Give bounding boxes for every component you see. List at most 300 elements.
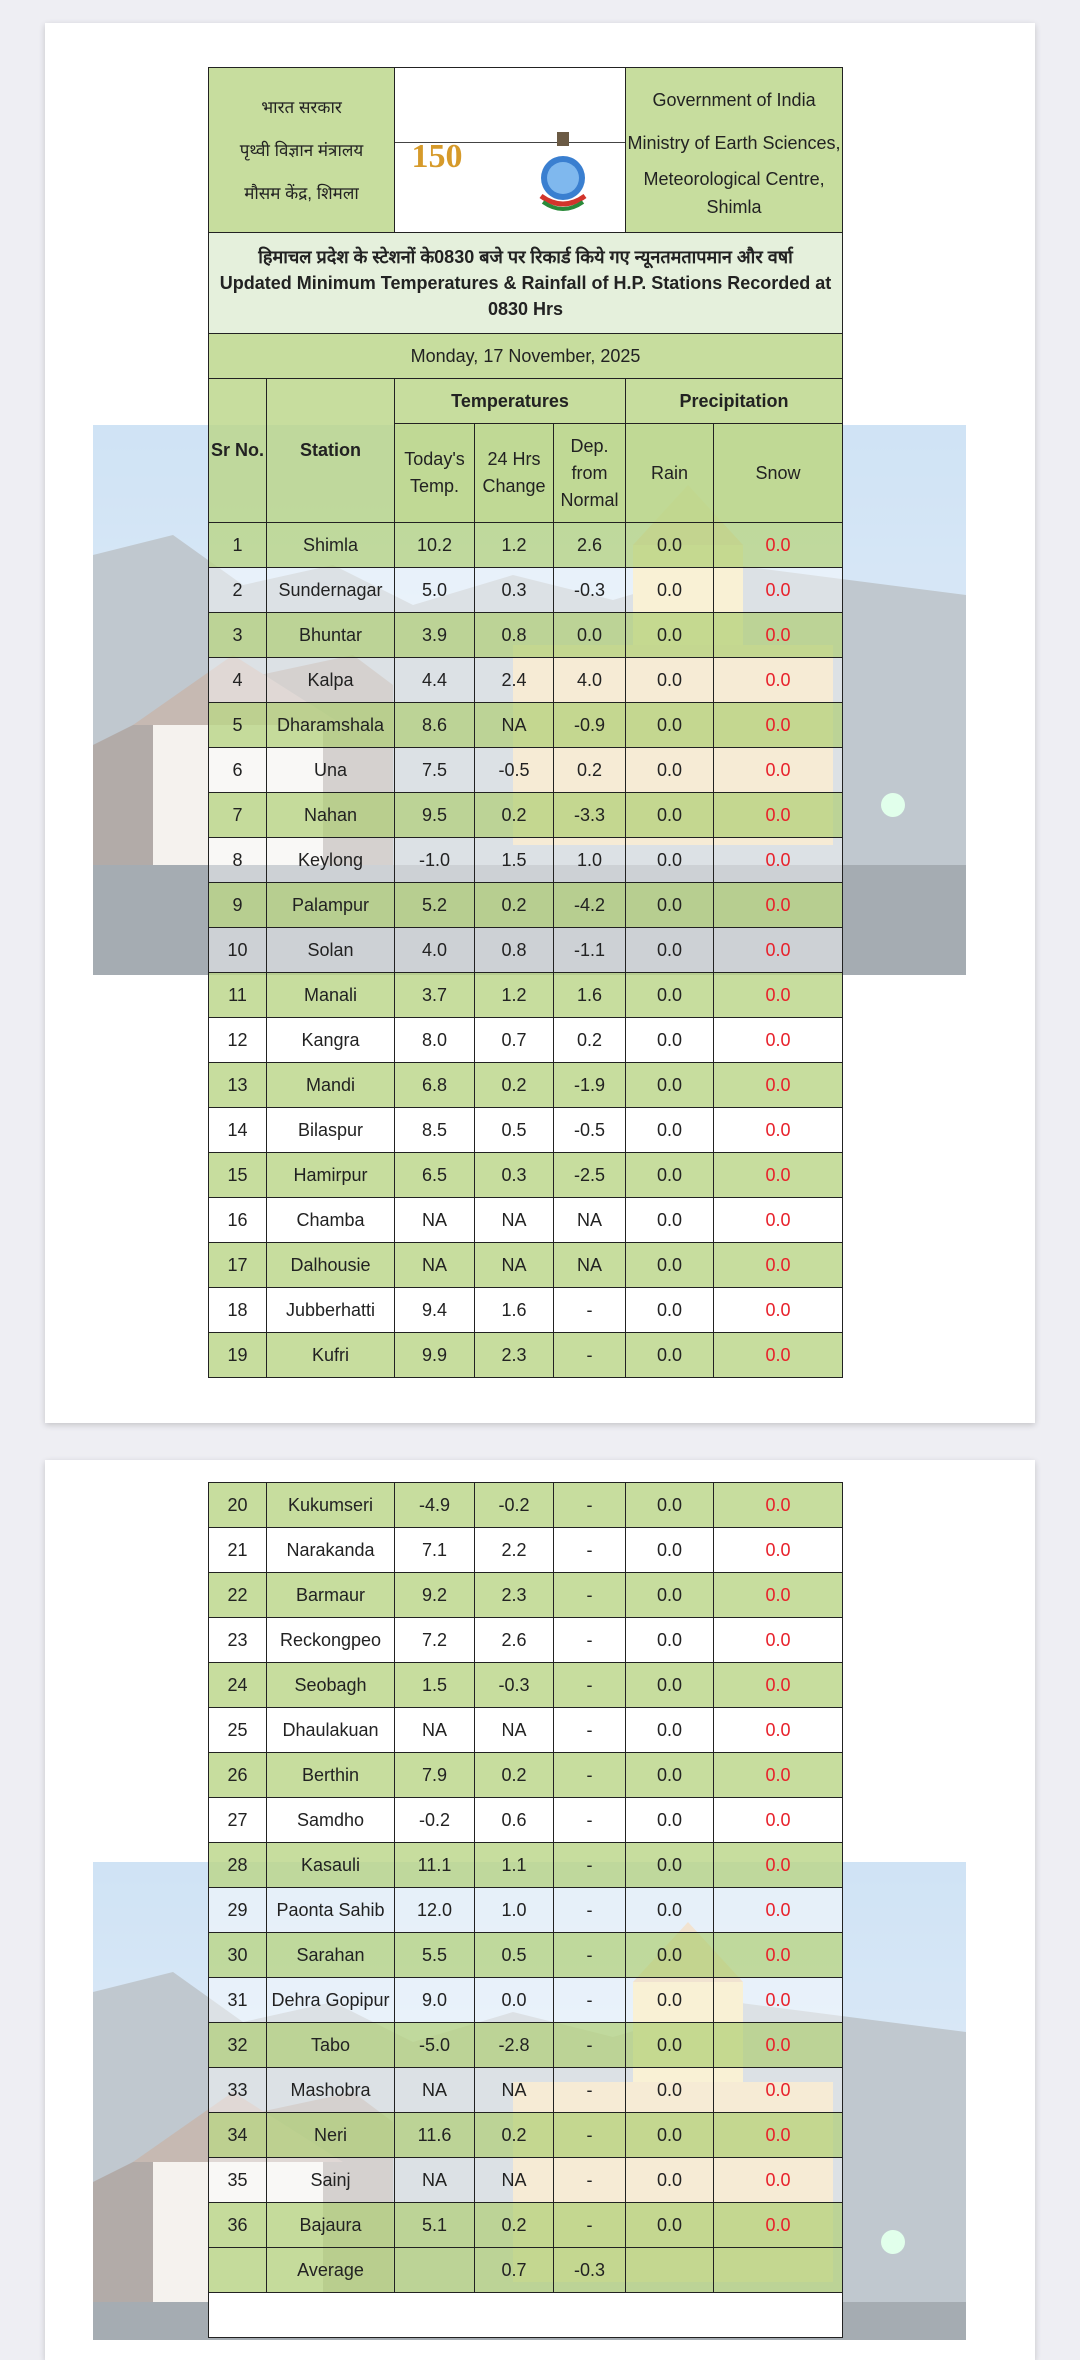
change-24hrs-cell: 0.2	[475, 883, 554, 928]
english-line-1: Government of India	[652, 90, 816, 110]
todays-temp-cell: 10.2	[395, 523, 475, 568]
station-cell: Mandi	[267, 1063, 395, 1108]
dep-normal-cell: -	[554, 1753, 626, 1798]
dep-normal-cell: -3.3	[554, 793, 626, 838]
station-cell: Jubberhatti	[267, 1288, 395, 1333]
todays-temp-cell: 9.9	[395, 1333, 475, 1378]
sr-no-cell: 27	[209, 1798, 267, 1843]
snow-cell: 0.0	[714, 1153, 843, 1198]
station-cell: Kukumseri	[267, 1483, 395, 1528]
station-rows-page-2	[209, 1483, 843, 2248]
snow-cell: 0.0	[714, 928, 843, 973]
rain-cell: 0.0	[626, 1663, 714, 1708]
table-row	[209, 2023, 843, 2068]
station-cell: Kasauli	[267, 1843, 395, 1888]
average-dep: -0.3	[554, 2248, 626, 2293]
table-row	[209, 748, 843, 793]
todays-temp-cell: NA	[395, 1198, 475, 1243]
sr-no-cell: 30	[209, 1933, 267, 1978]
sr-no-cell: 7	[209, 793, 267, 838]
station-cell: Dalhousie	[267, 1243, 395, 1288]
snow-cell: 0.0	[714, 973, 843, 1018]
table-row	[209, 1483, 843, 1528]
table-row	[209, 1888, 843, 1933]
snow-cell: 0.0	[714, 838, 843, 883]
dep-normal-cell: -0.5	[554, 1108, 626, 1153]
table-row	[209, 838, 843, 883]
todays-temp-cell: 9.5	[395, 793, 475, 838]
col-rain: Rain	[626, 424, 714, 523]
rain-cell: 0.0	[626, 793, 714, 838]
rain-cell: 0.0	[626, 613, 714, 658]
sr-no-cell: 16	[209, 1198, 267, 1243]
snow-cell: 0.0	[714, 658, 843, 703]
table-row	[209, 1198, 843, 1243]
table-row	[209, 1573, 843, 1618]
dep-normal-cell: -	[554, 1288, 626, 1333]
todays-temp-cell: 9.0	[395, 1978, 475, 2023]
station-cell: Mashobra	[267, 2068, 395, 2113]
snow-cell: 0.0	[714, 1333, 843, 1378]
sr-no-cell: 29	[209, 1888, 267, 1933]
change-24hrs-cell: 0.6	[475, 1798, 554, 1843]
title-english: Updated Minimum Temperatures & Rainfall of H.P. Stations Recorded at 0830 Hrs	[219, 273, 832, 319]
rain-cell: 0.0	[626, 1198, 714, 1243]
todays-temp-cell: 4.0	[395, 928, 475, 973]
hindi-line-3: मौसम केंद्र, शिमला	[244, 183, 359, 203]
rain-cell: 0.0	[626, 838, 714, 883]
snow-cell: 0.0	[714, 568, 843, 613]
sr-no-cell: 32	[209, 2023, 267, 2068]
todays-temp-cell: 5.2	[395, 883, 475, 928]
station-cell: Nahan	[267, 793, 395, 838]
table-row	[209, 928, 843, 973]
table-row	[209, 2068, 843, 2113]
station-cell: Kalpa	[267, 658, 395, 703]
station-cell: Palampur	[267, 883, 395, 928]
todays-temp-cell: 7.9	[395, 1753, 475, 1798]
station-cell: Bajaura	[267, 2203, 395, 2248]
hindi-line-2: पृथ्वी विज्ञान मंत्रालय	[239, 140, 364, 160]
station-cell: Kufri	[267, 1333, 395, 1378]
todays-temp-cell: -1.0	[395, 838, 475, 883]
snow-cell: 0.0	[714, 613, 843, 658]
col-24hrs-change: 24 Hrs Change	[475, 424, 554, 523]
snow-cell: 0.0	[714, 1663, 843, 1708]
english-line-2: Ministry of Earth Sciences,	[627, 133, 841, 153]
snow-cell: 0.0	[714, 523, 843, 568]
rain-cell: 0.0	[626, 2023, 714, 2068]
snow-cell: 0.0	[714, 1618, 843, 1663]
temperature-table-page-2	[208, 1482, 843, 2338]
change-24hrs-cell: 0.5	[475, 1933, 554, 1978]
sr-no-cell: 33	[209, 2068, 267, 2113]
table-row	[209, 1753, 843, 1798]
snow-cell: 0.0	[714, 1978, 843, 2023]
change-24hrs-cell: 2.6	[475, 1618, 554, 1663]
table-row	[209, 1288, 843, 1333]
station-cell: Barmaur	[267, 1573, 395, 1618]
sr-no-cell: 26	[209, 1753, 267, 1798]
rain-cell: 0.0	[626, 1573, 714, 1618]
change-24hrs-cell: 0.8	[475, 613, 554, 658]
snow-cell: 0.0	[714, 1108, 843, 1153]
station-rows-page-1	[209, 523, 843, 1378]
todays-temp-cell: 5.5	[395, 1933, 475, 1978]
todays-temp-cell: 7.1	[395, 1528, 475, 1573]
snow-cell: 0.0	[714, 1528, 843, 1573]
rain-cell: 0.0	[626, 1108, 714, 1153]
change-24hrs-cell: 0.2	[475, 793, 554, 838]
table-row	[209, 1663, 843, 1708]
dep-normal-cell: -	[554, 1933, 626, 1978]
rain-cell: 0.0	[626, 1288, 714, 1333]
english-header-cell	[626, 68, 843, 233]
sr-no-cell: 22	[209, 1573, 267, 1618]
rain-cell: 0.0	[626, 1753, 714, 1798]
sr-no-cell: 1	[209, 523, 267, 568]
sr-no-cell: 10	[209, 928, 267, 973]
dep-normal-cell: -	[554, 1978, 626, 2023]
todays-temp-cell: -5.0	[395, 2023, 475, 2068]
col-todays-temp: Today's Temp.	[395, 424, 475, 523]
table-row	[209, 523, 843, 568]
snow-cell: 0.0	[714, 1483, 843, 1528]
snow-cell: 0.0	[714, 1063, 843, 1108]
rain-cell: 0.0	[626, 973, 714, 1018]
station-cell: Sarahan	[267, 1933, 395, 1978]
station-cell: Dehra Gopipur	[267, 1978, 395, 2023]
sr-no-cell: 31	[209, 1978, 267, 2023]
sr-no-cell: 23	[209, 1618, 267, 1663]
sr-no-cell: 12	[209, 1018, 267, 1063]
date-row	[209, 334, 843, 379]
snow-cell: 0.0	[714, 1018, 843, 1063]
snow-cell: 0.0	[714, 748, 843, 793]
snow-cell: 0.0	[714, 793, 843, 838]
snow-cell: 0.0	[714, 1843, 843, 1888]
sr-no-cell: 2	[209, 568, 267, 613]
change-24hrs-cell: -0.5	[475, 748, 554, 793]
change-24hrs-cell: 2.3	[475, 1333, 554, 1378]
sr-no-cell: 19	[209, 1333, 267, 1378]
change-24hrs-cell: 0.2	[475, 1753, 554, 1798]
blank-row	[209, 2293, 843, 2338]
change-24hrs-cell: 0.8	[475, 928, 554, 973]
change-24hrs-cell: 2.4	[475, 658, 554, 703]
change-24hrs-cell: -0.2	[475, 1483, 554, 1528]
report-title	[209, 233, 843, 334]
sr-no-cell: 15	[209, 1153, 267, 1198]
table-row	[209, 1843, 843, 1888]
table-row	[209, 658, 843, 703]
change-24hrs-cell: 1.2	[475, 523, 554, 568]
dep-normal-cell: -	[554, 1843, 626, 1888]
station-cell: Sainj	[267, 2158, 395, 2203]
table-row	[209, 1708, 843, 1753]
todays-temp-cell: NA	[395, 2158, 475, 2203]
temperature-table-page-1	[208, 67, 843, 1378]
average-rain	[626, 2248, 714, 2293]
logo-cell	[395, 68, 626, 233]
dep-normal-cell: -	[554, 1483, 626, 1528]
average-temp	[395, 2248, 475, 2293]
dep-normal-cell: -	[554, 1798, 626, 1843]
station-cell: Bhuntar	[267, 613, 395, 658]
sr-no-cell: 35	[209, 2158, 267, 2203]
rain-cell: 0.0	[626, 1978, 714, 2023]
station-cell: Hamirpur	[267, 1153, 395, 1198]
blank-cell	[209, 2293, 843, 2338]
snow-cell: 0.0	[714, 1753, 843, 1798]
hindi-line-1: भारत सरकार	[261, 97, 342, 117]
station-cell: Dharamshala	[267, 703, 395, 748]
sr-no-cell: 3	[209, 613, 267, 658]
station-cell: Samdho	[267, 1798, 395, 1843]
dep-normal-cell: 4.0	[554, 658, 626, 703]
table-row	[209, 703, 843, 748]
sr-no-cell: 8	[209, 838, 267, 883]
average-change: 0.7	[475, 2248, 554, 2293]
dep-normal-cell: -	[554, 1888, 626, 1933]
rain-cell: 0.0	[626, 1018, 714, 1063]
dep-normal-cell: -	[554, 1333, 626, 1378]
average-row	[209, 2248, 843, 2293]
rain-cell: 0.0	[626, 1888, 714, 1933]
station-cell: Neri	[267, 2113, 395, 2158]
change-24hrs-cell: NA	[475, 2068, 554, 2113]
rain-cell: 0.0	[626, 2158, 714, 2203]
dep-normal-cell: NA	[554, 1243, 626, 1288]
todays-temp-cell: 11.1	[395, 1843, 475, 1888]
dep-normal-cell: -	[554, 1663, 626, 1708]
col-group-precipitation: Precipitation	[626, 379, 843, 424]
change-24hrs-cell: NA	[475, 703, 554, 748]
todays-temp-cell: NA	[395, 2068, 475, 2113]
col-station: Station	[267, 379, 395, 523]
dep-normal-cell: -	[554, 2068, 626, 2113]
imd-150-logo-text: 150	[411, 138, 463, 175]
todays-temp-cell: 9.4	[395, 1288, 475, 1333]
change-24hrs-cell: 0.2	[475, 2203, 554, 2248]
change-24hrs-cell: 0.7	[475, 1018, 554, 1063]
station-cell: Narakanda	[267, 1528, 395, 1573]
snow-cell: 0.0	[714, 883, 843, 928]
dep-normal-cell: NA	[554, 1198, 626, 1243]
change-24hrs-cell: 0.2	[475, 2113, 554, 2158]
change-24hrs-cell: 1.2	[475, 973, 554, 1018]
column-group-row	[209, 379, 843, 424]
dep-normal-cell: 0.2	[554, 748, 626, 793]
table-row	[209, 973, 843, 1018]
todays-temp-cell: 6.8	[395, 1063, 475, 1108]
change-24hrs-cell: 1.6	[475, 1288, 554, 1333]
sr-no-cell: 13	[209, 1063, 267, 1108]
dep-normal-cell: -2.5	[554, 1153, 626, 1198]
col-sr-no: Sr No.	[209, 379, 267, 523]
imd-150-logo	[409, 138, 465, 194]
col-group-temperatures: Temperatures	[395, 379, 626, 424]
dep-normal-cell: -1.1	[554, 928, 626, 973]
sr-no-cell: 21	[209, 1528, 267, 1573]
todays-temp-cell: 7.5	[395, 748, 475, 793]
snow-cell: 0.0	[714, 2158, 843, 2203]
dep-normal-cell: -	[554, 2113, 626, 2158]
dep-normal-cell: -	[554, 1618, 626, 1663]
todays-temp-cell: 7.2	[395, 1618, 475, 1663]
rain-cell: 0.0	[626, 2068, 714, 2113]
change-24hrs-cell: 0.0	[475, 1978, 554, 2023]
table-row	[209, 1333, 843, 1378]
average-sr	[209, 2248, 267, 2293]
rain-cell: 0.0	[626, 1153, 714, 1198]
imd-emblem-logo	[533, 132, 593, 212]
dep-normal-cell: -	[554, 2023, 626, 2068]
todays-temp-cell: 12.0	[395, 1888, 475, 1933]
dep-normal-cell: 1.6	[554, 973, 626, 1018]
rain-cell: 0.0	[626, 883, 714, 928]
dep-normal-cell: -	[554, 1708, 626, 1753]
dep-normal-cell: -4.2	[554, 883, 626, 928]
table-row	[209, 2158, 843, 2203]
change-24hrs-cell: 1.5	[475, 838, 554, 883]
station-cell: Chamba	[267, 1198, 395, 1243]
change-24hrs-cell: NA	[475, 1198, 554, 1243]
change-24hrs-cell: 2.3	[475, 1573, 554, 1618]
snow-cell: 0.0	[714, 1573, 843, 1618]
sr-no-cell: 18	[209, 1288, 267, 1333]
dep-normal-cell: -	[554, 1528, 626, 1573]
todays-temp-cell: -0.2	[395, 1798, 475, 1843]
todays-temp-cell: 1.5	[395, 1663, 475, 1708]
title-row	[209, 233, 843, 334]
dep-normal-cell: -1.9	[554, 1063, 626, 1108]
table-row	[209, 2203, 843, 2248]
rain-cell: 0.0	[626, 1243, 714, 1288]
col-dep-normal: Dep. from Normal	[554, 424, 626, 523]
rain-cell: 0.0	[626, 523, 714, 568]
change-24hrs-cell: 1.1	[475, 1843, 554, 1888]
rain-cell: 0.0	[626, 2203, 714, 2248]
station-cell: Sundernagar	[267, 568, 395, 613]
change-24hrs-cell: NA	[475, 1708, 554, 1753]
table-row	[209, 1108, 843, 1153]
station-cell: Kangra	[267, 1018, 395, 1063]
station-cell: Shimla	[267, 523, 395, 568]
report-date: Monday, 17 November, 2025	[209, 334, 843, 379]
rain-cell: 0.0	[626, 703, 714, 748]
average-snow	[714, 2248, 843, 2293]
sr-no-cell: 5	[209, 703, 267, 748]
change-24hrs-cell: 1.0	[475, 1888, 554, 1933]
station-cell: Berthin	[267, 1753, 395, 1798]
table-row	[209, 2113, 843, 2158]
snow-cell: 0.0	[714, 2203, 843, 2248]
rain-cell: 0.0	[626, 928, 714, 973]
rain-cell: 0.0	[626, 2113, 714, 2158]
station-cell: Dhaulakuan	[267, 1708, 395, 1753]
sr-no-cell: 9	[209, 883, 267, 928]
rain-cell: 0.0	[626, 568, 714, 613]
rain-cell: 0.0	[626, 1843, 714, 1888]
rain-cell: 0.0	[626, 658, 714, 703]
rain-cell: 0.0	[626, 1708, 714, 1753]
sr-no-cell: 36	[209, 2203, 267, 2248]
sr-no-cell: 11	[209, 973, 267, 1018]
table-row	[209, 1153, 843, 1198]
snow-cell: 0.0	[714, 1798, 843, 1843]
station-cell: Tabo	[267, 2023, 395, 2068]
title-hindi: हिमाचल प्रदेश के स्टेशनों के0830 बजे पर रिकार्ड किये गए न्यूनतमतापमान और वर्षा	[258, 247, 793, 267]
station-cell: Paonta Sahib	[267, 1888, 395, 1933]
change-24hrs-cell: 2.2	[475, 1528, 554, 1573]
change-24hrs-cell: 0.3	[475, 1153, 554, 1198]
change-24hrs-cell: -0.3	[475, 1663, 554, 1708]
dep-normal-cell: 1.0	[554, 838, 626, 883]
snow-cell: 0.0	[714, 2023, 843, 2068]
todays-temp-cell: 3.9	[395, 613, 475, 658]
snow-cell: 0.0	[714, 2113, 843, 2158]
change-24hrs-cell: NA	[475, 1243, 554, 1288]
todays-temp-cell: -4.9	[395, 1483, 475, 1528]
dep-normal-cell: 2.6	[554, 523, 626, 568]
rain-cell: 0.0	[626, 1333, 714, 1378]
rain-cell: 0.0	[626, 1798, 714, 1843]
change-24hrs-cell: 0.3	[475, 568, 554, 613]
table-row	[209, 1798, 843, 1843]
snow-cell: 0.0	[714, 1198, 843, 1243]
todays-temp-cell: 8.5	[395, 1108, 475, 1153]
sr-no-cell: 25	[209, 1708, 267, 1753]
todays-temp-cell: 11.6	[395, 2113, 475, 2158]
hindi-header-cell	[209, 68, 395, 233]
table-row	[209, 1978, 843, 2023]
rain-cell: 0.0	[626, 1063, 714, 1108]
change-24hrs-cell: -2.8	[475, 2023, 554, 2068]
average-label: Average	[267, 2248, 395, 2293]
change-24hrs-cell: NA	[475, 2158, 554, 2203]
dep-normal-cell: -	[554, 1573, 626, 1618]
snow-cell: 0.0	[714, 1933, 843, 1978]
table-row	[209, 883, 843, 928]
todays-temp-cell: 5.0	[395, 568, 475, 613]
todays-temp-cell: 4.4	[395, 658, 475, 703]
sr-no-cell: 24	[209, 1663, 267, 1708]
header-row	[209, 68, 843, 233]
snow-cell: 0.0	[714, 1243, 843, 1288]
todays-temp-cell: NA	[395, 1243, 475, 1288]
station-cell: Una	[267, 748, 395, 793]
dep-normal-cell: -0.3	[554, 568, 626, 613]
station-cell: Bilaspur	[267, 1108, 395, 1153]
todays-temp-cell: 5.1	[395, 2203, 475, 2248]
sr-no-cell: 4	[209, 658, 267, 703]
station-cell: Manali	[267, 973, 395, 1018]
table-row	[209, 1528, 843, 1573]
todays-temp-cell: 3.7	[395, 973, 475, 1018]
english-line-3: Meteorological Centre, Shimla	[643, 169, 825, 217]
sr-no-cell: 17	[209, 1243, 267, 1288]
todays-temp-cell: 9.2	[395, 1573, 475, 1618]
rain-cell: 0.0	[626, 1528, 714, 1573]
table-row	[209, 1933, 843, 1978]
table-row	[209, 1063, 843, 1108]
dep-normal-cell: -	[554, 2203, 626, 2248]
snow-cell: 0.0	[714, 703, 843, 748]
sr-no-cell: 6	[209, 748, 267, 793]
col-snow: Snow	[714, 424, 843, 523]
station-cell: Solan	[267, 928, 395, 973]
